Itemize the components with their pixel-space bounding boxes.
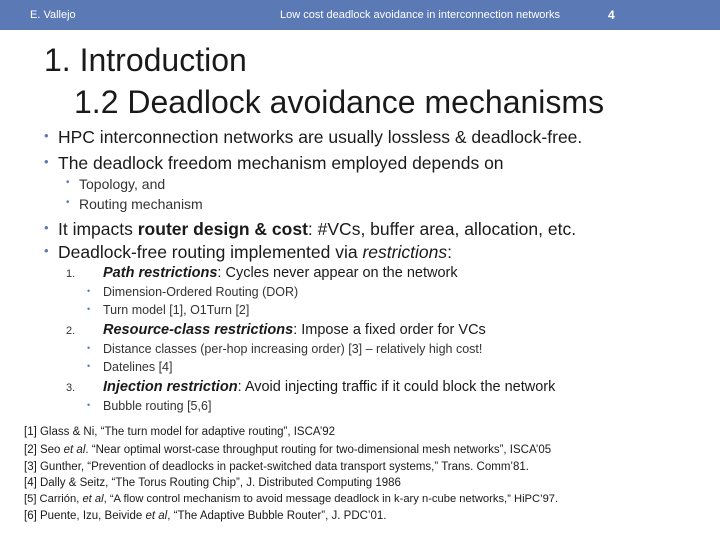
bullet-icon: • [66,197,70,208]
restriction-number: 1. [66,268,76,280]
reference-3: [3] Gunther, “Prevention of deadlocks in packet-switched data transport systems,” Trans. Comm’81. [24,461,529,473]
sub-bullet-topology: Topology, and [79,176,166,192]
reference-4: [4] Dally & Seitz, “The Torus Routing Chip”, J. Distributed Computing 1986 [24,477,401,489]
page-number: 4 [608,8,615,22]
sub-bullet-routing: Routing mechanism [79,196,203,212]
bullet-icon: • [44,154,49,169]
reference-1: [1] Glass & Ni, “The turn model for adaptive routing”, ISCA’92 [24,426,336,438]
bullet-restrictions: Deadlock-free routing implemented via restrictions: [58,242,452,262]
slide-subtitle: 1.2 Deadlock avoidance mechanisms [74,84,605,120]
bullet-icon: • [87,400,91,410]
restriction-injection: Injection restriction: Avoid injecting traffic if it could block the network [103,379,556,395]
bullet-icon: • [87,286,91,296]
restriction-resource-class: Resource-class restrictions: Impose a fixed order for VCs [103,322,486,338]
bullet-icon: • [44,128,49,143]
reference-6: [6] Puente, Izu, Beivide et al, “The Adaptive Bubble Router”, J. PDC’01. [24,510,387,522]
bullet-depends: The deadlock freedom mechanism employed depends on [58,153,504,173]
list-item: Bubble routing [5,6] [103,399,212,413]
bullet-icon: • [66,177,70,188]
list-item: Dimension-Ordered Routing (DOR) [103,285,299,299]
header-author: E. Vallejo [30,9,76,21]
bullet-icon: • [87,361,91,371]
list-item: Distance classes (per-hop increasing order) [3] – relatively high cost! [103,342,483,356]
bullet-icon: • [44,243,49,258]
list-item: Turn model [1], O1Turn [2] [103,303,250,317]
restriction-path: Path restrictions: Cycles never appear on the network [103,265,458,281]
bullet-icon: • [87,304,91,314]
restriction-number: 2. [66,325,76,337]
restriction-number: 3. [66,382,76,394]
bullet-impacts: It impacts router design & cost: #VCs, buffer area, allocation, etc. [58,219,577,239]
bullet-lossless: HPC interconnection networks are usually lossless & deadlock-free. [58,127,583,147]
reference-2: [2] Seo et al. “Near optimal worst-case throughput routing for two-dimensional mesh networks”, ISCA’05 [24,444,552,456]
header-title: Low cost deadlock avoidance in interconnection networks [280,9,561,21]
bullet-icon: • [87,343,91,353]
list-item: Datelines [4] [103,360,173,374]
slide-title: 1. Introduction [44,42,247,78]
reference-5: [5] Carrión, et al, “A flow control mechanism to avoid message deadlock in k-ary n-cube networks,” HiPC’97. [24,493,559,505]
bullet-icon: • [44,220,49,235]
